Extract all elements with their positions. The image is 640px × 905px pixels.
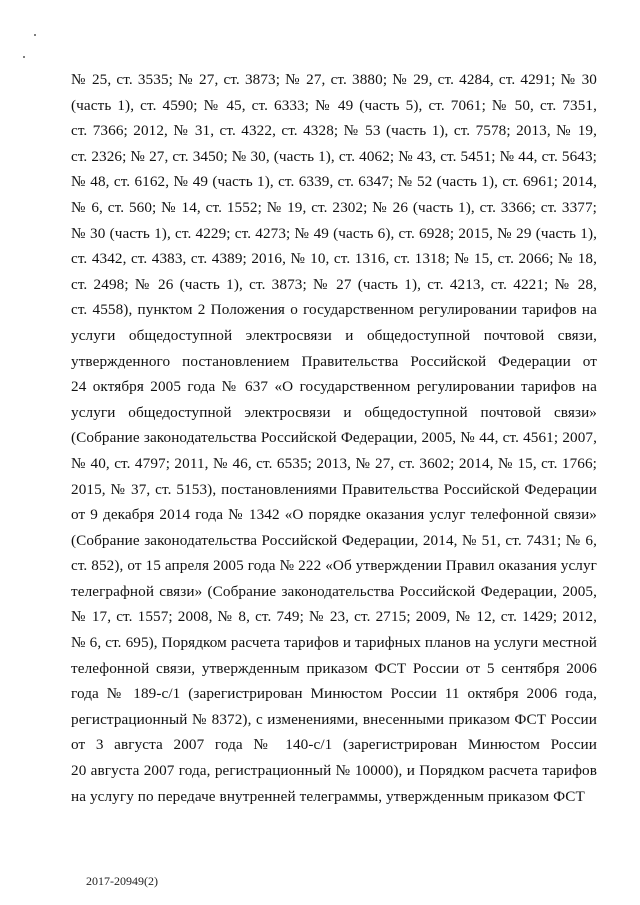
text-line: ст. 7366; 2012, № 31, ст. 4322, ст. 4328; № 53 (часть 1), ст. 7578; 2013, № 19, [71, 122, 597, 140]
text-line: 20 августа 2007 года, регистрационный № 10000), и Порядком расчета тарифов [71, 762, 597, 780]
text-line: (Собрание законодательства Российской Федерации, 2014, № 51, ст. 7431; № 6, [71, 531, 597, 549]
text-line: года № 189-с/1 (зарегистрирован Минюстом России 11 октября 2006 года, [71, 685, 597, 703]
text-line: услуги общедоступной электросвязи и общедоступной почтовой связи, [71, 326, 597, 344]
text-line: ст. 2326; № 27, ст. 3450; № 30, (часть 1), ст. 4062; № 43, ст. 5451; № 44, ст. 5643; [71, 147, 597, 165]
text-line: № 6, ст. 695), Порядком расчета тарифов и тарифных планов на услуги местной [71, 634, 597, 652]
text-line: (Собрание законодательства Российской Федерации, 2005, № 44, ст. 4561; 2007, [71, 429, 597, 447]
text-line: ст. 4342, ст. 4383, ст. 4389; 2016, № 10, ст. 1316, ст. 1318; № 15, ст. 2066; № 18, [71, 250, 597, 268]
text-line: № 40, ст. 4797; 2011, № 46, ст. 6535; 2013, № 27, ст. 3602; 2014, № 15, ст. 1766; [71, 454, 597, 472]
document-registration-code: 2017-20949(2) [86, 874, 158, 888]
body-text [71, 67, 597, 809]
text-line: ст. 4558), пунктом 2 Положения о государственном регулировании тарифов на [71, 301, 597, 319]
text-line: 24 октября 2005 года № 637 «О государственном регулировании тарифов на [71, 378, 597, 396]
text-line: утвержденного постановлением Правительства Российской Федерации от [71, 352, 597, 370]
text-line: ст. 2498; № 26 (часть 1), ст. 3873; № 27 (часть 1), ст. 4213, ст. 4221; № 28, [71, 275, 597, 293]
text-line: (часть 1), ст. 4590; № 45, ст. 6333; № 49 (часть 5), ст. 7061; № 50, ст. 7351, [71, 96, 597, 114]
scan-speck [34, 34, 36, 36]
text-line: услуги общедоступной электросвязи и общедоступной почтовой связи» [71, 403, 597, 421]
text-line: 2015, № 37, ст. 5153), постановлениями Правительства Российской Федерации [71, 480, 597, 498]
text-line: телефонной связи, утвержденным приказом ФСТ России от 5 сентября 2006 [71, 659, 597, 677]
text-line: ст. 852), от 15 апреля 2005 года № 222 «Об утверждении Правил оказания услуг [71, 557, 597, 575]
text-line: № 25, ст. 3535; № 27, ст. 3873; № 27, ст. 3880; № 29, ст. 4284, ст. 4291; № 30 [71, 71, 597, 88]
text-line: от 9 декабря 2014 года № 1342 «О порядке оказания услуг телефонной связи» [71, 506, 597, 524]
text-line: на услугу по передаче внутренней телеграммы, утвержденным приказом ФСТ [71, 787, 585, 805]
text-line: № 17, ст. 1557; 2008, № 8, ст. 749; № 23, ст. 2715; 2009, № 12, ст. 1429; 2012, [71, 608, 597, 626]
text-line: № 30 (часть 1), ст. 4229; ст. 4273; № 49 (часть 6), ст. 6928; 2015, № 29 (часть 1), [71, 224, 597, 242]
scan-speck [23, 56, 25, 58]
text-line: № 6, ст. 560; № 14, ст. 1552; № 19, ст. 2302; № 26 (часть 1), ст. 3366; ст. 3377; [71, 198, 597, 216]
text-line: от 3 августа 2007 года № 140-с/1 (зарегистрирован Минюстом России [71, 736, 597, 754]
text-line: регистрационный № 8372), с изменениями, внесенными приказом ФСТ России [71, 710, 597, 728]
text-line: телеграфной связи» (Собрание законодательства Российской Федерации, 2005, [71, 582, 597, 600]
text-line: № 48, ст. 6162, № 49 (часть 1), ст. 6339, ст. 6347; № 52 (часть 1), ст. 6961; 2014, [71, 173, 597, 191]
